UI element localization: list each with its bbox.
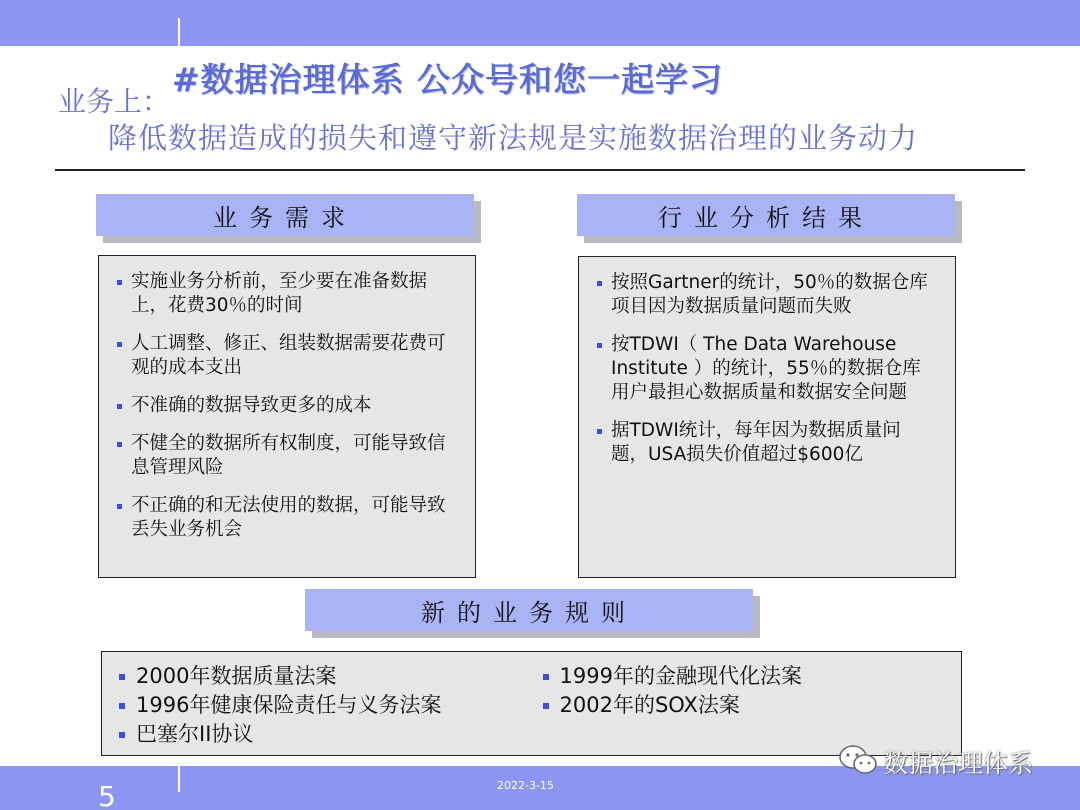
new-business-rules-header: 新的业务规则 [305,589,753,631]
new-business-rules-panel [101,651,962,756]
rules-list-right [524,662,948,745]
list-item: 人工调整、修正、组装数据需要花费可观的成本支出 [115,332,457,380]
list-item: 不正确的和无法使用的数据，可能导致丢失业务机会 [115,494,457,542]
bottom-divider-tick [178,766,180,792]
slide-subtitle: 降低数据造成的损失和遵守新法规是实施数据治理的业务动力 [108,121,919,155]
page-number: 5 [98,780,116,810]
slide-date: 2022-3-15 [497,779,554,792]
industry-analysis-header: 行业分析结果 [577,194,955,236]
top-band [0,0,1080,46]
list-item: 1999年的金融现代化法案 [540,662,948,691]
list-item: 2002年的SOX法案 [540,691,948,720]
industry-analysis-panel [578,256,956,578]
watermark-title: #数据治理体系 公众号和您一起学习 [172,60,724,99]
list-item: 实施业务分析前，至少要在准备数据上，花费30％的时间 [115,270,457,318]
wechat-icon [838,743,878,777]
business-label: 业务上： [58,85,171,118]
business-needs-header: 业务需求 [96,194,474,236]
business-needs-list [115,270,457,542]
list-item: 按照Gartner的统计，50％的数据仓库项目因为数据质量问题而失败 [595,271,937,319]
business-needs-panel [98,255,476,578]
list-item: 按TDWI（ The Data Warehouse Institute ）的统计，55％的数据仓库用户最担心数据质量和数据安全问题 [595,333,937,405]
list-item: 2000年数据质量法案 [116,662,524,691]
title-divider [55,169,1025,171]
watermark-text: 数据治理体系 [883,749,1034,778]
top-divider-tick [178,18,180,46]
list-item: 不健全的数据所有权制度，可能导致信息管理风险 [115,432,457,480]
industry-analysis-list [595,271,937,467]
list-item: 据TDWI统计，每年因为数据质量问题，USA损失价值超过$600亿 [595,419,937,467]
list-item: 1996年健康保险责任与义务法案 [116,691,524,720]
rules-list-left [116,662,524,745]
list-item: 不准确的数据导致更多的成本 [115,394,457,418]
list-item: 巴塞尔II协议 [116,720,524,749]
